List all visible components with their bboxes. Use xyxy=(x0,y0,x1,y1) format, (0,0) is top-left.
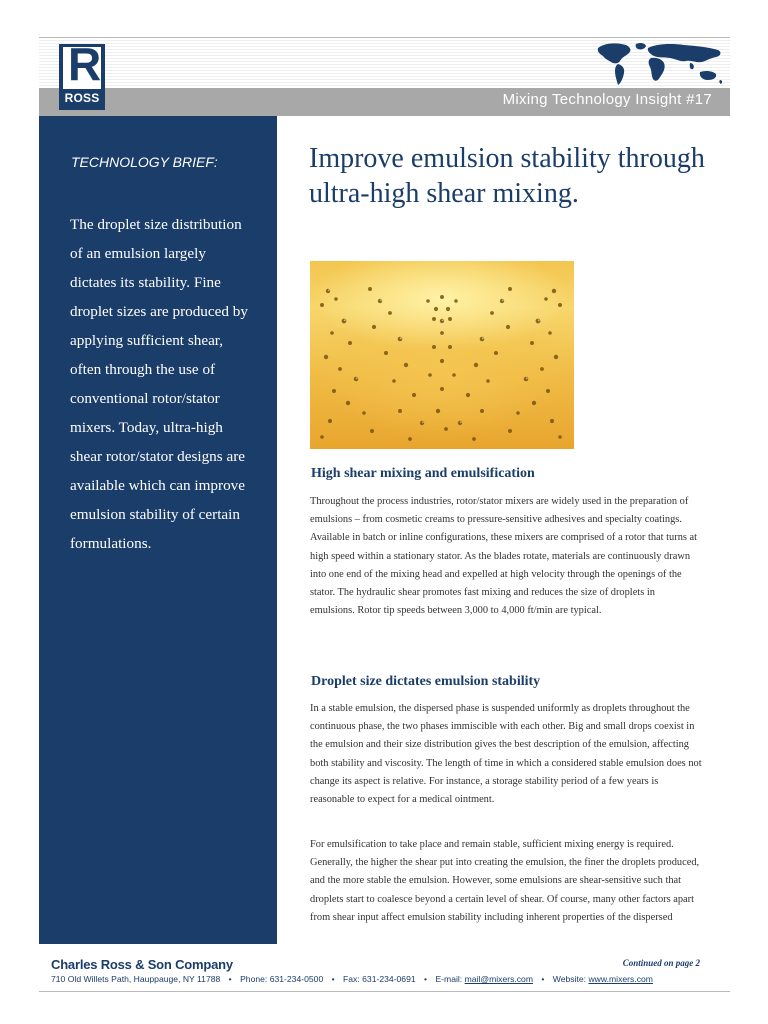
footer-separator: • xyxy=(228,974,232,984)
footer-website-label: Website: xyxy=(552,974,587,984)
footer-fax: Fax: 631-234-0691 xyxy=(343,974,416,984)
footer-website-link[interactable]: www.mixers.com xyxy=(588,974,653,984)
section-heading-high-shear: High shear mixing and emulsification xyxy=(311,466,535,481)
droplets-overlay xyxy=(310,261,574,449)
footer-company-name: Charles Ross & Son Company xyxy=(51,957,233,972)
page-headline: Improve emulsion stability through ultra-high shear mixing. xyxy=(309,143,705,209)
footer-separator: • xyxy=(424,974,428,984)
section-body-high-shear: Throughout the process industries, rotor/stator mixers are widely used in the preparation of emulsions – from cosmetic creams to pressure-sensitive adhesives and specialty coatings. Available in batch or inline configurations, these mixers are comprised of a rotor that turns at high speed within a stationary stator. As the blades rotate, materials are continuously drawn into one end of the mixing head and expelled at high velocity through the openings of the stator. The hydraulic shear promotes fast mixing and reduces the size of droplets in emulsions. Rotor tip speeds between 3,000 to 4,000 ft/min are typical. xyxy=(310,496,698,617)
footer-separator: • xyxy=(331,974,335,984)
section-heading-droplet-size: Droplet size dictates emulsion stability xyxy=(311,674,541,689)
ross-logo xyxy=(59,38,105,110)
sidebar-summary: The droplet size distribution of an emulsion largely dictates its stability. Fine droplet sizes are produced by applying sufficient shear, often through the use of conventional rotor/stator mixers. Today, ultra-high shear rotor/stator designs are available which can improve emulsion stability of certain formulations. xyxy=(70,216,248,552)
footer-email-label: E-mail: xyxy=(435,974,463,984)
footer-phone: Phone: 631-234-0500 xyxy=(240,974,324,984)
footer-rule xyxy=(39,991,730,992)
section-body-droplet-size-2: For emulsification to take place and remain stable, sufficient mixing energy is required. Generally, the higher the shear put into creating the emulsion, the finer the droplets produced, and the more stable the emulsion. However, some emulsions are shear-sensitive such that droplets start to coalesce beyond a certain level of shear. Of course, many other factors apart from shear input affect emulsion stability including inherent properties of the dispersed xyxy=(310,839,700,923)
footer-contact-line xyxy=(51,974,731,984)
logo-text: ROSS xyxy=(64,91,100,105)
footer-separator: • xyxy=(541,974,545,984)
continued-note: Continued on page 2 xyxy=(622,958,700,968)
logo-r-glyph: R xyxy=(68,38,102,90)
world-map-icon xyxy=(596,40,726,86)
sidebar-label: TECHNOLOGY BRIEF: xyxy=(71,154,218,170)
footer-address: 710 Old Willets Path, Hauppauge, NY 11788 xyxy=(51,974,221,984)
logo-mark xyxy=(63,38,102,90)
series-title: Mixing Technology Insight #17 xyxy=(502,91,712,108)
header-title-bar xyxy=(39,88,730,116)
emulsion-droplets-photo xyxy=(310,261,574,449)
footer-email-link[interactable]: mail@mixers.com xyxy=(464,974,533,984)
section-body-droplet-size-1: In a stable emulsion, the dispersed phase is suspended uniformly as droplets throughout the continuous phase, the two phases immiscible with each other. Big and small drops coexist in the emulsion and their size distribution gives the best description of the emulsion, affecting both stability and viscosity. The length of time in which a considered stable emulsion does not change its aspect is relative. For instance, a storage stability period of a few years is reasonable to expect for a medical ointment. xyxy=(310,703,702,806)
technology-brief-sidebar xyxy=(39,116,277,944)
